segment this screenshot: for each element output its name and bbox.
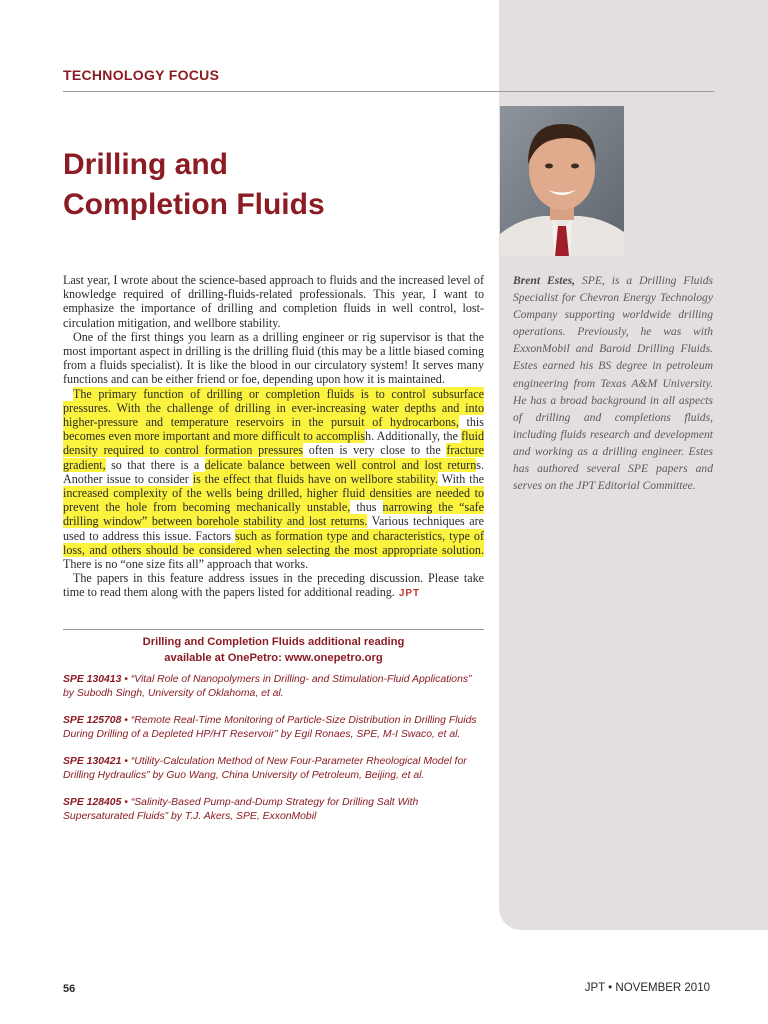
reading-heading-line-1: Drilling and Completion Fluids additional reading	[142, 636, 405, 648]
title-line-1: Drilling and	[63, 148, 228, 181]
highlight-9: such as formation type and characteristics, type of loss, and others should be considered when selecting the most appropriate solution.	[63, 528, 484, 557]
author-bio-text: SPE, is a Drilling Fluids Specialist for Chevron Energy Technology Company supporting worldwide drilling operations. Previously, he was with ExxonMobil and Baroid Drilling Fluids. Estes earned his BS degree in petroleum engineering from Texas A&M University. He has a broad background in all aspects of drilling and completions fluids, including fluids research and development and working as a drilling engineer. Estes has authored several SPE papers and serves on the JPT Editorial Committee.	[513, 274, 714, 493]
reference-item	[63, 796, 484, 824]
section-label: TECHNOLOGY FOCUS	[63, 67, 220, 83]
text-segment: s. Another issue to consider	[63, 457, 484, 486]
text-segment: h. Additionally, the	[365, 429, 462, 444]
author-bio	[513, 272, 713, 494]
paragraph-3	[63, 387, 484, 572]
highlight-8: narrowing the “safe drilling window” between borehole stability and lost returns.	[63, 500, 484, 529]
reference-item	[63, 755, 484, 783]
text-segment: There is no “one size fits all” approach that works.	[63, 557, 309, 572]
header-divider	[63, 91, 714, 92]
highlight-7: increased complexity of the wells being drilled, higher fluid densities are needed to prevent the hole from becoming mechanically unstable,	[63, 486, 484, 515]
reference-text: • “Utility-Calculation Method of New Four-Parameter Rheological Model for Drilling Hydraulics” by Guo Wang, China University of Petroleum, Beijing, et al.	[63, 756, 467, 781]
highlight-4: fracture gradient,	[63, 443, 484, 472]
text-segment: so that there is a	[105, 457, 205, 472]
article-title	[63, 145, 325, 225]
paragraph-2: One of the first things you learn as a drilling engineer or rig supervisor is that the most important aspect in drilling is the drilling fluid (this may be a little biased coming from a fluids specialist). It is like the blood in our circulatory system! It serves many functions and can be either friend or foe, depending upon how it is maintained.	[63, 329, 484, 387]
text-segment: Various techniques are used to address this issue. Factors	[63, 514, 485, 543]
highlight-6: is the effect that fluids have on wellbore stability.	[192, 471, 438, 486]
reference-id: SPE 130413	[63, 674, 122, 685]
author-portrait-image	[500, 106, 624, 256]
reading-list	[63, 673, 484, 837]
paragraph-4-text: The papers in this feature address issues in the preceding discussion. Please take time to read them along with the papers listed for additional reading.	[63, 571, 484, 600]
highlight-2: becomes even more important and more difficult to accomplis	[63, 429, 366, 444]
publication-footer: JPT • NOVEMBER 2010	[584, 982, 710, 994]
paragraph-4	[63, 571, 484, 601]
highlight-3: fluid density required to control formation pressures	[63, 429, 484, 458]
reference-text: • “Remote Real-Time Monitoring of Particle-Size Distribution in Drilling Fluids During Drilling of a Depleted HP/HT Reservoir” by Egil Ronaes, SPE, M-I Swaco, et al.	[63, 715, 477, 740]
title-line-2: Completion Fluids	[63, 188, 325, 221]
article-body	[63, 273, 484, 602]
reference-id: SPE 130421	[63, 756, 122, 767]
reference-item	[63, 673, 484, 701]
reading-heading	[63, 634, 484, 666]
author-name: Brent Estes,	[513, 274, 576, 287]
reference-text: • “Salinity-Based Pump-and-Dump Strategy for Drilling Salt With Supersaturated Fluids” by T.J. Akers, SPE, ExxonMobil	[63, 797, 419, 822]
author-photo	[500, 106, 624, 256]
text-segment: often is very close to the	[303, 443, 447, 458]
page-number: 56	[63, 983, 76, 995]
reference-text: • “Vital Role of Nanopolymers in Drilling- and Stimulation-Fluid Applications” by Subodh Singh, University of Oklahoma, et al.	[63, 674, 472, 699]
highlight-1: The primary function of drilling or completion fluids is to control subsurface pressures. With the challenge of drilling in ever-increasing water depths and into higher-pressure and temperature reservoirs in the pursuit of hydrocarbons,	[63, 386, 484, 430]
paragraph-1: Last year, I wrote about the science-based approach to fluids and the increased level of knowledge required of drilling-fluids-related professionals. This year, I want to emphasize the importance of drilling and completion fluids in well control, lost-circulation mitigation, and wellbore stability.	[63, 273, 484, 330]
text-segment: this	[458, 415, 484, 430]
text-segment: With the	[437, 471, 484, 486]
reference-id: SPE 125708	[63, 715, 122, 726]
text-segment: thus	[350, 500, 383, 515]
reading-heading-line-2: available at OnePetro: www.onepetro.org	[164, 652, 383, 664]
jpt-end-mark: JPT	[398, 588, 421, 600]
reference-item	[63, 714, 484, 742]
reading-divider	[63, 629, 484, 630]
highlight-5: delicate balance between well control and lost return	[204, 457, 477, 472]
reference-id: SPE 128405	[63, 797, 122, 808]
